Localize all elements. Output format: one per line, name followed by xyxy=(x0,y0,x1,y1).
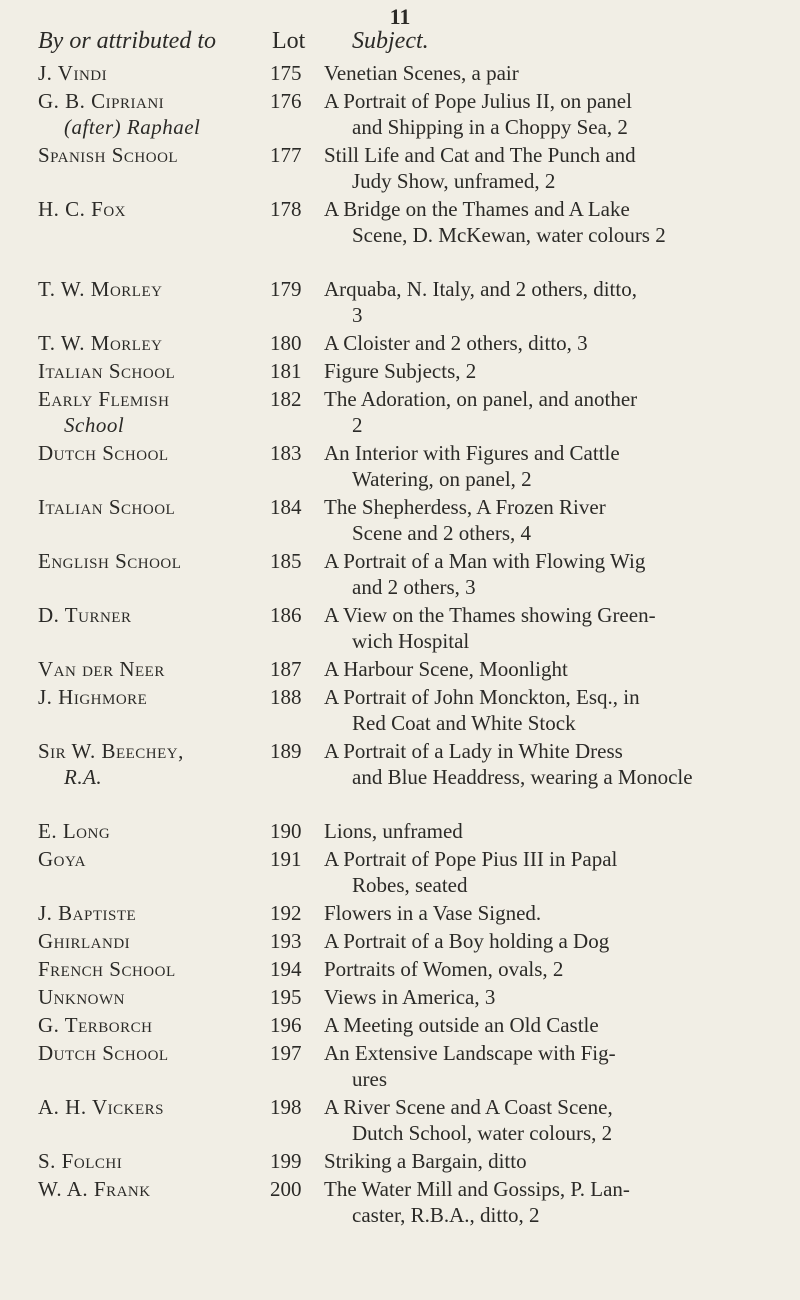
artist-label: Dutch School xyxy=(38,441,169,465)
artist-name xyxy=(38,440,268,466)
artist-name xyxy=(38,900,268,926)
lot-number: 187 xyxy=(270,657,302,681)
lot-number: 183 xyxy=(270,441,302,465)
subject-text xyxy=(324,88,764,140)
subject-continuation: Scene and 2 others, 4 xyxy=(352,521,532,545)
table-row xyxy=(0,984,800,1010)
table-row xyxy=(0,900,800,926)
artist-name xyxy=(38,196,268,222)
artist-name xyxy=(38,602,268,628)
subject-continuation: Red Coat and White Stock xyxy=(352,711,576,735)
subject-line: An Interior with Figures and Cattle xyxy=(324,441,620,465)
artist-name xyxy=(38,386,268,438)
artist-name xyxy=(38,494,268,520)
subject-continuation: Watering, on panel, 2 xyxy=(352,467,532,491)
lot-number: 178 xyxy=(270,197,302,221)
subject-line: A Portrait of Pope Julius II, on panel xyxy=(324,89,632,113)
table-row xyxy=(0,1148,800,1174)
table-row xyxy=(0,818,800,844)
subject-text xyxy=(324,1012,764,1038)
artist-name xyxy=(38,956,268,982)
subject-line: The Shepherdess, A Frozen River xyxy=(324,495,606,519)
artist-label: E. Long xyxy=(38,819,111,843)
artist-sub-label: School xyxy=(64,413,125,437)
lot-number: 188 xyxy=(270,685,302,709)
subject-line: A Portrait of a Man with Flowing Wig xyxy=(324,549,646,573)
subject-line: Arquaba, N. Italy, and 2 others, ditto, xyxy=(324,277,637,301)
artist-name xyxy=(38,846,268,872)
artist-name xyxy=(38,928,268,954)
subject-line: A Bridge on the Thames and A Lake xyxy=(324,197,630,221)
header-subject: Subject. xyxy=(352,28,429,54)
page-number: 11 xyxy=(389,4,411,29)
subject-line: An Extensive Landscape with Fig- xyxy=(324,1041,616,1065)
artist-name xyxy=(38,1176,268,1202)
table-row xyxy=(0,656,800,682)
artist-label: Goya xyxy=(38,847,87,871)
artist-label: Italian School xyxy=(38,359,176,383)
subject-text xyxy=(324,846,764,898)
subject-continuation: and 2 others, 3 xyxy=(352,575,476,599)
subject-line: Venetian Scenes, a pair xyxy=(324,61,519,85)
artist-name xyxy=(38,984,268,1010)
subject-continuation: 3 xyxy=(352,303,363,327)
subject-text xyxy=(324,602,764,654)
artist-label: Van der Neer xyxy=(38,657,165,681)
artist-name xyxy=(38,1012,268,1038)
lot-number: 193 xyxy=(270,929,302,953)
table-row xyxy=(0,142,800,194)
lot-number: 197 xyxy=(270,1041,302,1065)
column-headers xyxy=(0,26,800,60)
artist-label: Sir W. Beechey, xyxy=(38,739,184,763)
artist-label: Italian School xyxy=(38,495,176,519)
subject-continuation: 2 xyxy=(352,413,363,437)
artist-label: D. Turner xyxy=(38,603,132,627)
table-row xyxy=(0,330,800,356)
table-row xyxy=(0,846,800,898)
subject-text xyxy=(324,1040,764,1092)
subject-text xyxy=(324,1094,764,1146)
subject-text xyxy=(324,196,764,248)
subject-line: A Harbour Scene, Moonlight xyxy=(324,657,568,681)
lot-number: 177 xyxy=(270,143,302,167)
artist-name xyxy=(38,738,268,790)
table-row xyxy=(0,494,800,546)
subject-text xyxy=(324,984,764,1010)
artist-label: S. Folchi xyxy=(38,1149,123,1173)
subject-text xyxy=(324,440,764,492)
artist-label: Early Flemish xyxy=(38,387,170,411)
table-row xyxy=(0,440,800,492)
artist-label: T. W. Morley xyxy=(38,277,163,301)
artist-name xyxy=(38,358,268,384)
subject-line: Views in America, 3 xyxy=(324,985,496,1009)
table-row xyxy=(0,358,800,384)
artist-label: Ghirlandi xyxy=(38,929,131,953)
table-row xyxy=(0,928,800,954)
table-row xyxy=(0,276,800,328)
subject-line: A Meeting outside an Old Castle xyxy=(324,1013,599,1037)
artist-name xyxy=(38,684,268,710)
subject-continuation: Robes, seated xyxy=(352,873,468,897)
table-row xyxy=(0,1094,800,1146)
artist-label: J. Baptiste xyxy=(38,901,137,925)
artist-label: H. C. Fox xyxy=(38,197,127,221)
subject-text xyxy=(324,60,764,86)
artist-name xyxy=(38,1040,268,1066)
subject-text xyxy=(324,142,764,194)
artist-label: A. H. Vickers xyxy=(38,1095,164,1119)
subject-continuation: wich Hospital xyxy=(352,629,470,653)
subject-continuation: Dutch School, water colours, 2 xyxy=(352,1121,613,1145)
lot-number: 189 xyxy=(270,739,302,763)
subject-text xyxy=(324,386,764,438)
lot-number: 184 xyxy=(270,495,302,519)
subject-line: Still Life and Cat and The Punch and xyxy=(324,143,636,167)
artist-label: W. A. Frank xyxy=(38,1177,151,1201)
table-row xyxy=(0,548,800,600)
lot-number: 175 xyxy=(270,61,302,85)
subject-text xyxy=(324,818,764,844)
artist-label: Spanish School xyxy=(38,143,179,167)
subject-continuation: caster, R.B.A., ditto, 2 xyxy=(352,1203,540,1227)
artist-label: J. Vindi xyxy=(38,61,108,85)
subject-continuation: Judy Show, unframed, 2 xyxy=(352,169,556,193)
subject-line: A Cloister and 2 others, ditto, 3 xyxy=(324,331,588,355)
subject-text xyxy=(324,656,764,682)
table-row xyxy=(0,684,800,736)
subject-text xyxy=(324,928,764,954)
artist-name xyxy=(38,142,268,168)
lot-number: 200 xyxy=(270,1177,302,1201)
artist-name xyxy=(38,548,268,574)
table-row xyxy=(0,1012,800,1038)
subject-text xyxy=(324,330,764,356)
lot-number: 195 xyxy=(270,985,302,1009)
lot-number: 194 xyxy=(270,957,302,981)
artist-label: Unknown xyxy=(38,985,125,1009)
subject-line: Portraits of Women, ovals, 2 xyxy=(324,957,564,981)
artist-label: G. Terborch xyxy=(38,1013,153,1037)
artist-name xyxy=(38,656,268,682)
subject-text xyxy=(324,494,764,546)
table-row xyxy=(0,60,800,86)
subject-line: A Portrait of Pope Pius III in Papal xyxy=(324,847,618,871)
table-row xyxy=(0,1176,800,1228)
subject-line: The Water Mill and Gossips, P. Lan- xyxy=(324,1177,630,1201)
artist-label: G. B. Cipriani xyxy=(38,89,165,113)
subject-text xyxy=(324,956,764,982)
artist-label: J. Highmore xyxy=(38,685,148,709)
subject-continuation: and Shipping in a Choppy Sea, 2 xyxy=(352,115,628,139)
artist-name xyxy=(38,276,268,302)
table-row xyxy=(0,738,800,816)
header-lot: Lot xyxy=(272,28,306,54)
artist-name xyxy=(38,1148,268,1174)
subject-text xyxy=(324,900,764,926)
lot-number: 199 xyxy=(270,1149,302,1173)
lot-number: 181 xyxy=(270,359,302,383)
subject-text xyxy=(324,738,764,790)
artist-name xyxy=(38,818,268,844)
lot-number: 198 xyxy=(270,1095,302,1119)
subject-line: Lions, unframed xyxy=(324,819,463,843)
lot-number: 191 xyxy=(270,847,302,871)
table-row xyxy=(0,386,800,438)
lot-number: 180 xyxy=(270,331,302,355)
artist-name xyxy=(38,60,268,86)
subject-line: The Adoration, on panel, and another xyxy=(324,387,638,411)
subject-line: A Portrait of a Boy holding a Dog xyxy=(324,929,610,953)
subject-text xyxy=(324,684,764,736)
lot-number: 192 xyxy=(270,901,302,925)
lot-number: 185 xyxy=(270,549,302,573)
subject-continuation: Scene, D. McKewan, water colours 2 xyxy=(352,223,666,247)
artist-name xyxy=(38,88,268,140)
subject-continuation: ures xyxy=(352,1067,387,1091)
subject-line: A Portrait of John Monckton, Esq., in xyxy=(324,685,640,709)
artist-label: French School xyxy=(38,957,176,981)
subject-text xyxy=(324,276,764,328)
subject-text xyxy=(324,358,764,384)
artist-name xyxy=(38,1094,268,1120)
lot-number: 190 xyxy=(270,819,302,843)
lot-number: 176 xyxy=(270,89,302,113)
artist-label: T. W. Morley xyxy=(38,331,163,355)
artist-sub-label: R.A. xyxy=(64,765,103,789)
header-attributed: By or attributed to xyxy=(38,28,216,54)
artist-name xyxy=(38,330,268,356)
artist-label: English School xyxy=(38,549,182,573)
subject-line: Striking a Bargain, ditto xyxy=(324,1149,527,1173)
subject-text xyxy=(324,1148,764,1174)
subject-text xyxy=(324,548,764,600)
table-row xyxy=(0,956,800,982)
artist-sub-label: (after) Raphael xyxy=(64,115,201,139)
lot-number: 196 xyxy=(270,1013,302,1037)
lot-number: 179 xyxy=(270,277,302,301)
table-row xyxy=(0,602,800,654)
subject-line: Figure Subjects, 2 xyxy=(324,359,477,383)
subject-text xyxy=(324,1176,764,1228)
lot-number: 182 xyxy=(270,387,302,411)
subject-continuation: and Blue Headdress, wearing a Monocle xyxy=(352,765,693,789)
subject-line: A Portrait of a Lady in White Dress xyxy=(324,739,623,763)
lot-number: 186 xyxy=(270,603,302,627)
artist-label: Dutch School xyxy=(38,1041,169,1065)
table-row xyxy=(0,88,800,140)
subject-line: Flowers in a Vase Signed. xyxy=(324,901,542,925)
table-row xyxy=(0,1040,800,1092)
subject-line: A River Scene and A Coast Scene, xyxy=(324,1095,613,1119)
subject-line: A View on the Thames showing Green- xyxy=(324,603,656,627)
table-row xyxy=(0,196,800,274)
